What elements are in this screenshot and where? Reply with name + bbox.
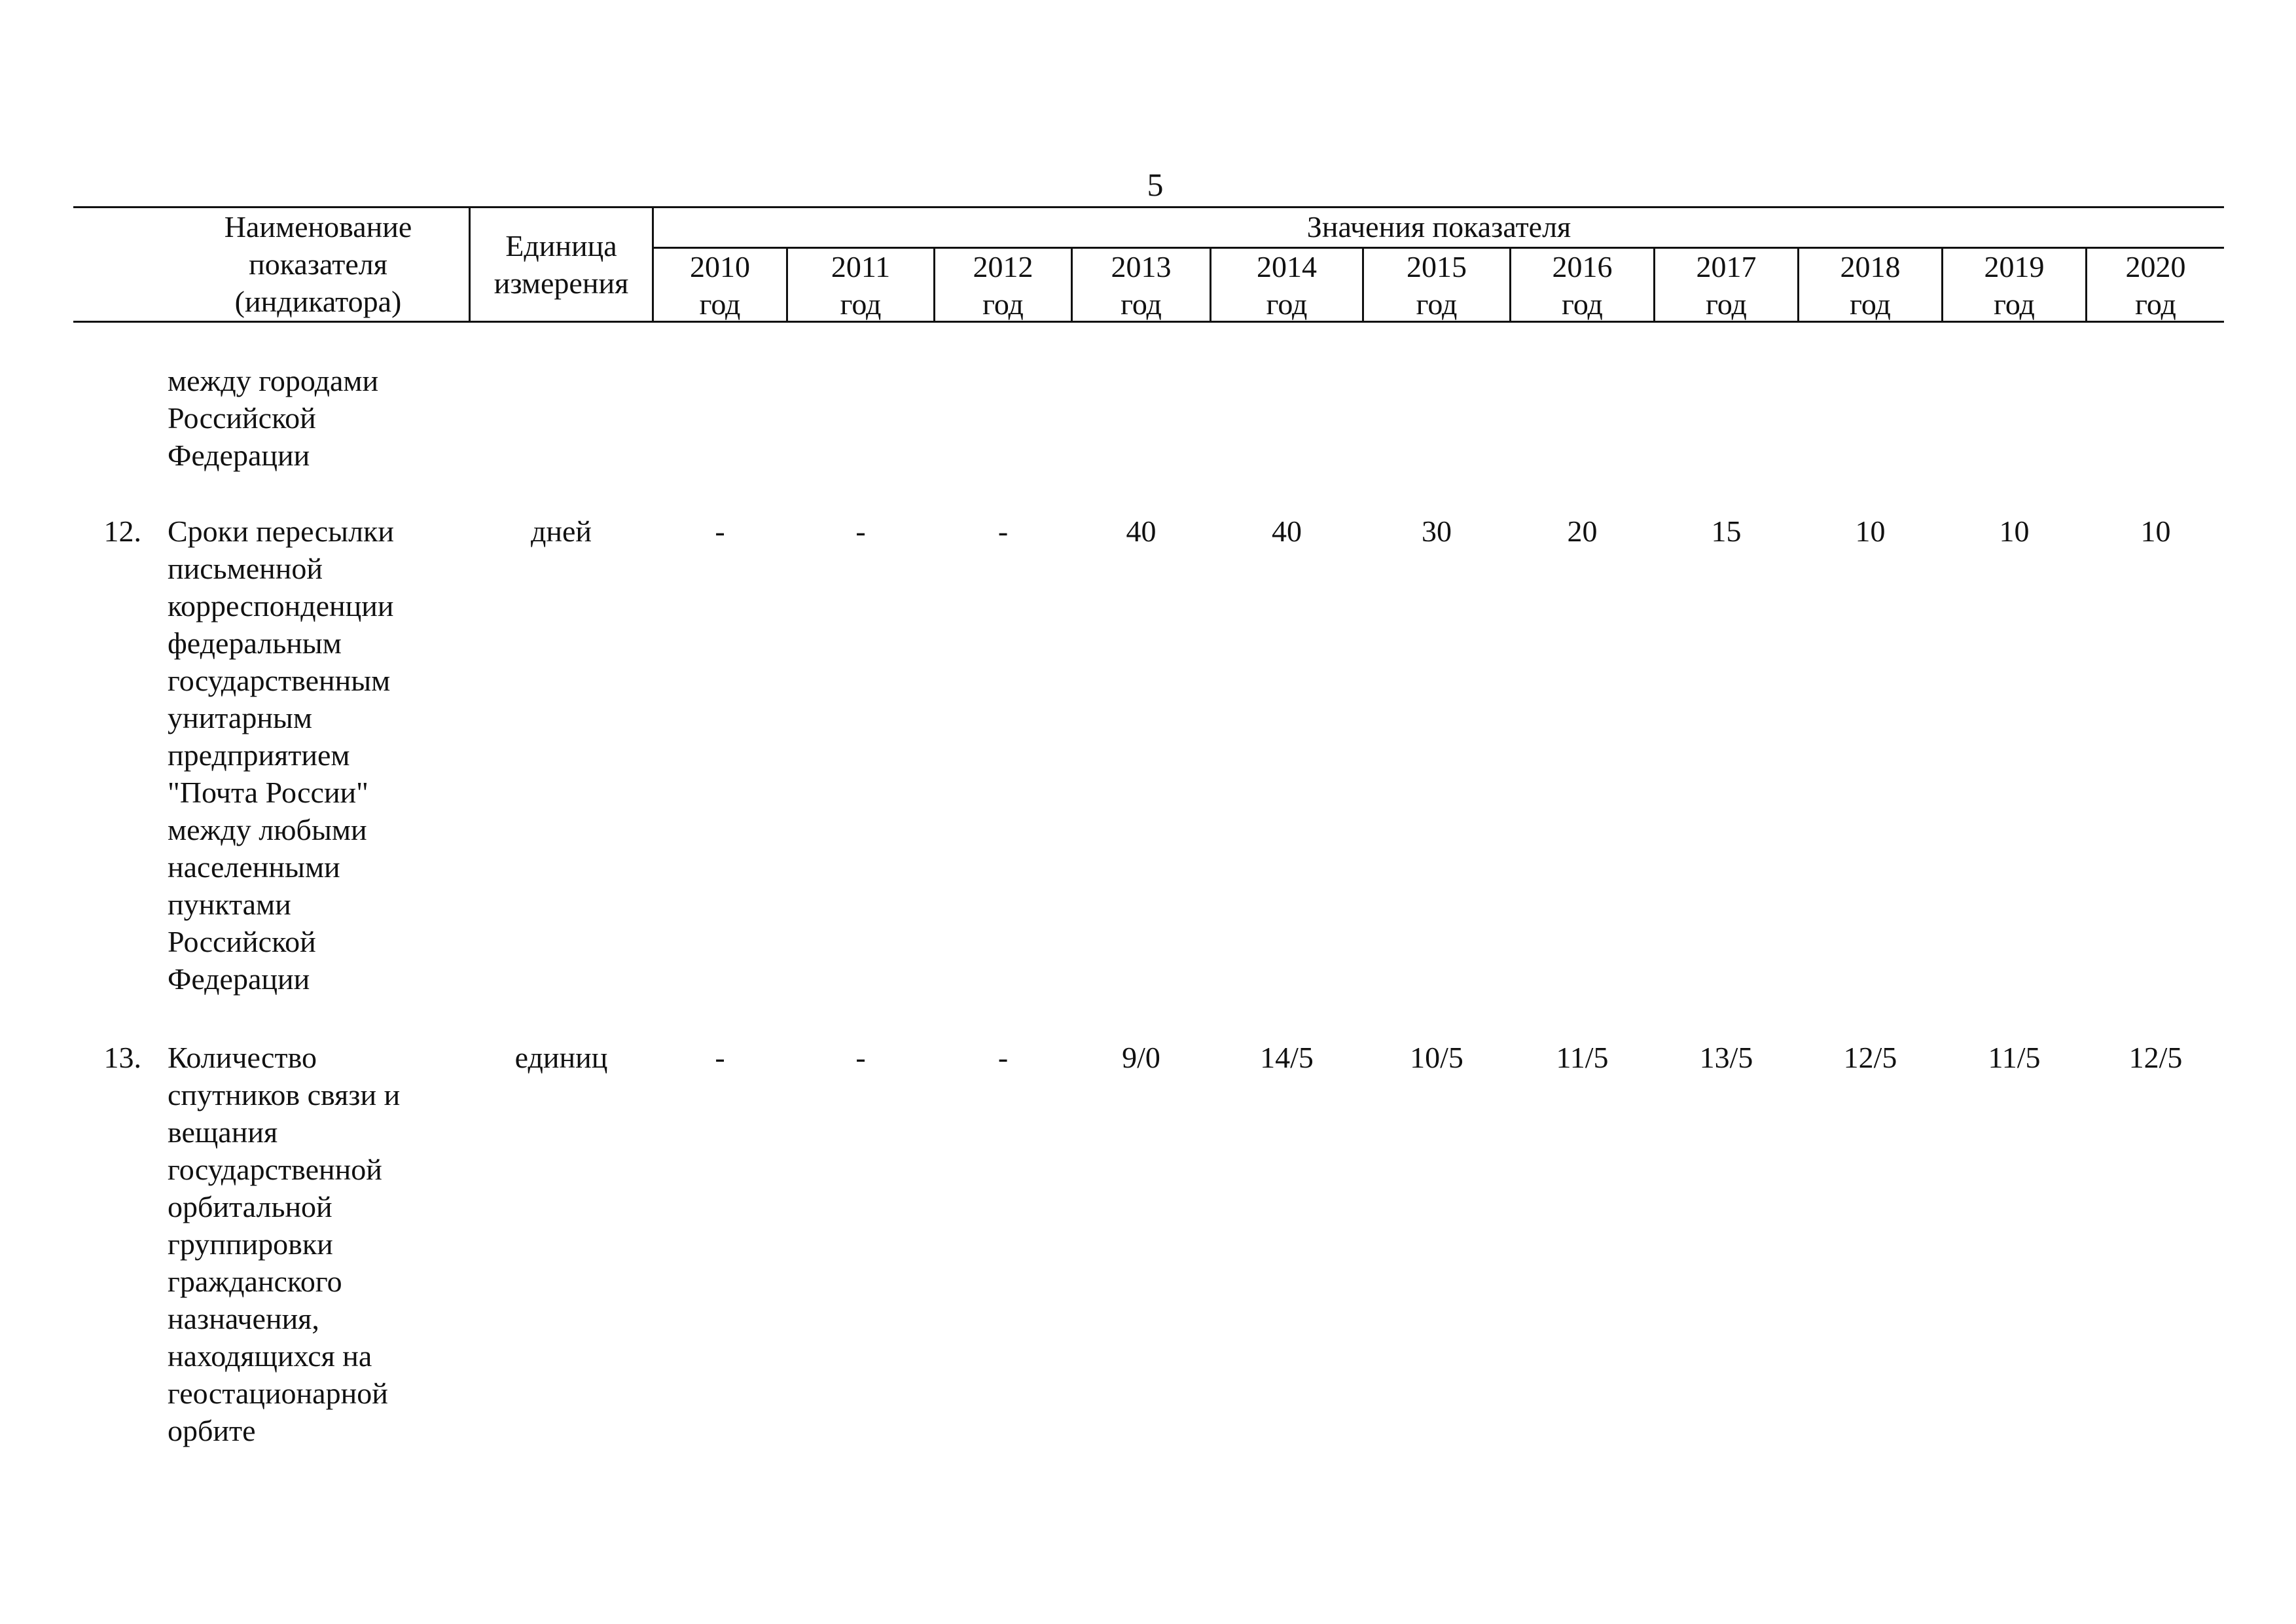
year-label: 2016 <box>1552 250 1613 283</box>
name-line: Количество <box>168 1041 317 1074</box>
header-year-2016 <box>1511 248 1653 323</box>
year-word: год <box>2135 287 2176 321</box>
header-year-2017 <box>1655 248 1797 323</box>
name-line: федеральным <box>168 626 342 660</box>
header-name-column <box>168 208 469 320</box>
continuation-name-cell <box>168 362 482 474</box>
year-label: 2017 <box>1696 250 1757 283</box>
value-cell-2011: - <box>855 514 866 548</box>
name-line: Российской <box>168 401 316 435</box>
name-line: спутников связи и <box>168 1078 401 1111</box>
year-label: 2010 <box>690 250 750 283</box>
name-line: Российской <box>168 925 316 958</box>
year-word: год <box>1562 287 1603 321</box>
year-label: 2015 <box>1407 250 1467 283</box>
value-cell-2019: 11/5 <box>1988 1041 2041 1074</box>
header-name-line: показателя <box>249 247 387 281</box>
value-cell-2015: 10/5 <box>1410 1041 1463 1074</box>
name-line: орбитальной <box>168 1190 332 1223</box>
header-year-2010 <box>654 248 786 323</box>
name-line: унитарным <box>168 701 312 734</box>
value-cell-2016: 11/5 <box>1556 1041 1609 1074</box>
header-name-line: Наименование <box>224 210 412 244</box>
name-line: государственным <box>168 664 391 697</box>
value-cell-2012: - <box>997 514 1009 548</box>
value-cell-2018: 10 <box>1855 514 1886 548</box>
row-number: 12. <box>103 514 141 548</box>
value-cell-2010: - <box>715 1041 725 1074</box>
year-word: год <box>840 287 882 321</box>
row-name-cell <box>168 1039 482 1449</box>
header-values-group: Значения показателя <box>1306 210 1571 244</box>
name-line: между городами <box>168 364 379 397</box>
year-word: год <box>1706 287 1747 321</box>
year-label: 2011 <box>831 250 891 283</box>
name-line: государственной <box>168 1153 382 1186</box>
year-word: год <box>1121 287 1162 321</box>
value-cell-2013: 9/0 <box>1122 1041 1160 1074</box>
name-line: орбите <box>168 1414 256 1447</box>
header-name-line: (индикатора) <box>234 285 402 318</box>
name-line: "Почта России" <box>168 776 368 809</box>
year-word: год <box>1266 287 1308 321</box>
year-label: 2012 <box>973 250 1033 283</box>
header-year-2018 <box>1799 248 1941 323</box>
header-year-2020 <box>2087 248 2224 323</box>
value-cell-2020: 12/5 <box>2128 1041 2183 1074</box>
value-cell-2015: 30 <box>1422 514 1452 548</box>
header-year-2019 <box>1943 248 2085 323</box>
value-cell-2014: 14/5 <box>1260 1041 1314 1074</box>
name-line: между любыми <box>168 813 367 846</box>
name-line: вещания <box>168 1115 278 1149</box>
year-word: год <box>982 287 1024 321</box>
name-line: Сроки пересылки <box>168 514 394 548</box>
row-number: 13. <box>103 1041 141 1074</box>
year-label: 2019 <box>1984 250 2045 283</box>
row-name-cell <box>168 513 482 998</box>
value-cell-2017: 15 <box>1711 514 1742 548</box>
name-line: назначения, <box>168 1302 319 1335</box>
value-cell-2012: - <box>997 1041 1009 1074</box>
value-cell-2014: 40 <box>1272 514 1302 548</box>
header-year-2011 <box>788 248 933 323</box>
name-line: группировки <box>168 1227 333 1261</box>
header-year-2013 <box>1073 248 1210 323</box>
value-cell-2019: 10 <box>1999 514 2030 548</box>
name-line: геостационарной <box>168 1377 388 1410</box>
year-label: 2014 <box>1257 250 1317 283</box>
value-cell-2017: 13/5 <box>1699 1041 1753 1074</box>
name-line: Федерации <box>168 962 310 996</box>
page-number: 5 <box>1147 166 1164 203</box>
year-label: 2020 <box>2125 250 2186 283</box>
header-year-2015 <box>1364 248 1509 323</box>
header-year-2012 <box>935 248 1071 323</box>
year-word: год <box>1416 287 1458 321</box>
unit-cell: дней <box>530 514 592 548</box>
name-line: находящихся на <box>168 1339 372 1373</box>
value-cell-2010: - <box>715 514 725 548</box>
value-cell-2013: 40 <box>1126 514 1157 548</box>
name-line: предприятием <box>168 738 350 772</box>
header-unit-column <box>471 227 652 302</box>
name-line: населенными <box>168 850 340 884</box>
year-word: год <box>1994 287 2035 321</box>
year-label: 2018 <box>1840 250 1901 283</box>
header-year-2014 <box>1211 248 1362 323</box>
value-cell-2018: 12/5 <box>1843 1041 1897 1074</box>
year-word: год <box>1850 287 1891 321</box>
name-line: пунктами <box>168 888 291 921</box>
value-cell-2016: 20 <box>1567 514 1598 548</box>
name-line: гражданского <box>168 1265 342 1298</box>
year-word: год <box>699 287 741 321</box>
value-cell-2020: 10 <box>2140 514 2171 548</box>
name-line: письменной <box>168 552 323 585</box>
name-line: Федерации <box>168 439 310 472</box>
value-cell-2011: - <box>855 1041 866 1074</box>
header-unit-line: Единица <box>505 229 617 262</box>
name-line: корреспонденции <box>168 589 394 623</box>
unit-cell: единиц <box>514 1041 608 1074</box>
header-unit-line: измерения <box>493 266 629 300</box>
year-label: 2013 <box>1111 250 1172 283</box>
